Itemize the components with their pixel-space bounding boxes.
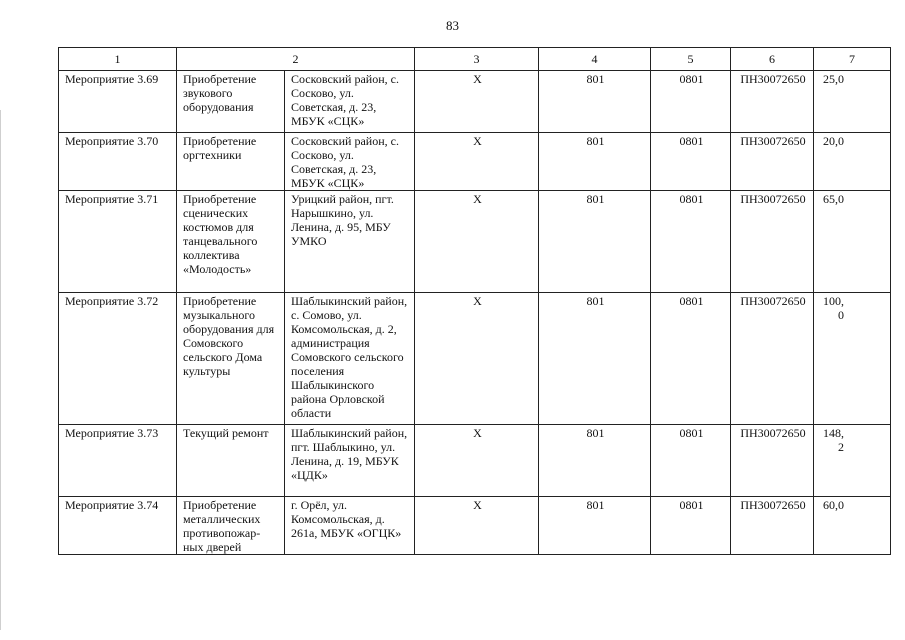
col4-cell: 801 [539, 133, 651, 191]
col5-cell: 0801 [651, 71, 731, 133]
column-header: 5 [651, 48, 731, 71]
amount-cell: 148,2 [814, 425, 891, 497]
column-header: 4 [539, 48, 651, 71]
table-row [59, 293, 891, 425]
col3-cell: Х [415, 497, 539, 555]
col4-cell: 801 [539, 425, 651, 497]
description-cell: Приобретение звукового оборудования [177, 71, 285, 133]
amount-cell: 60,0 [814, 497, 891, 555]
col6-cell: ПН30072650 [731, 425, 814, 497]
scan-margin-line [0, 110, 1, 630]
col3-cell: Х [415, 425, 539, 497]
location-cell: г. Орёл, ул. Комсомольская, д. 261а, МБУК «ОГЦК» [285, 497, 415, 555]
col5-cell: 0801 [651, 293, 731, 425]
col6-cell: ПН30072650 [731, 497, 814, 555]
column-header: 3 [415, 48, 539, 71]
col5-cell: 0801 [651, 191, 731, 293]
activity-cell: Мероприятие 3.73 [59, 425, 177, 497]
col6-cell: ПН30072650 [731, 71, 814, 133]
location-cell: Сосковский район, с. Сосково, ул. Советская, д. 23, МБУК «СЦК» [285, 71, 415, 133]
column-header: 6 [731, 48, 814, 71]
activity-cell: Мероприятие 3.72 [59, 293, 177, 425]
table-header-row [59, 48, 891, 71]
col4-cell: 801 [539, 191, 651, 293]
table-row [59, 133, 891, 191]
amount-cell: 25,0 [814, 71, 891, 133]
col6-cell: ПН30072650 [731, 191, 814, 293]
col6-cell: ПН30072650 [731, 133, 814, 191]
col3-cell: Х [415, 191, 539, 293]
table-row [59, 497, 891, 555]
table-row [59, 191, 891, 293]
description-cell: Приобретение сценических костюмов для танцевального коллектива «Молодость» [177, 191, 285, 293]
page-number: 83 [446, 18, 459, 33]
column-header: 7 [814, 48, 891, 71]
activity-cell: Мероприятие 3.74 [59, 497, 177, 555]
budget-table [58, 47, 891, 555]
amount-cell: 65,0 [814, 191, 891, 293]
col4-cell: 801 [539, 71, 651, 133]
col5-cell: 0801 [651, 497, 731, 555]
location-cell: Шаблыкинский район, пгт. Шаблыкино, ул. Ленина, д. 19, МБУК «ЦДК» [285, 425, 415, 497]
location-cell: Урицкий район, пгт. Нарышкино, ул. Ленина, д. 95, МБУ УМКО [285, 191, 415, 293]
location-cell: Сосковский район, с. Сосково, ул. Советская, д. 23, МБУК «СЦК» [285, 133, 415, 191]
amount-cell: 20,0 [814, 133, 891, 191]
col3-cell: Х [415, 71, 539, 133]
activity-cell: Мероприятие 3.71 [59, 191, 177, 293]
col6-cell: ПН30072650 [731, 293, 814, 425]
description-cell: Приобретение металлических противопожар-ных дверей [177, 497, 285, 555]
activity-cell: Мероприятие 3.70 [59, 133, 177, 191]
description-cell: Приобретение оргтехники [177, 133, 285, 191]
location-cell: Шаблыкинский район, с. Сомово, ул. Комсомольская, д. 2, администрация Сомовского сельского поселения Шаблыкинского района Орловской области [285, 293, 415, 425]
col5-cell: 0801 [651, 133, 731, 191]
table-row [59, 71, 891, 133]
amount-cell: 100,0 [814, 293, 891, 425]
col3-cell: Х [415, 293, 539, 425]
description-cell: Приобретение музыкального оборудования для Сомовского сельского Дома культуры [177, 293, 285, 425]
col4-cell: 801 [539, 293, 651, 425]
table-row [59, 425, 891, 497]
col4-cell: 801 [539, 497, 651, 555]
description-cell: Текущий ремонт [177, 425, 285, 497]
column-header: 1 [59, 48, 177, 71]
column-header: 2 [177, 48, 415, 71]
col3-cell: Х [415, 133, 539, 191]
col5-cell: 0801 [651, 425, 731, 497]
activity-cell: Мероприятие 3.69 [59, 71, 177, 133]
